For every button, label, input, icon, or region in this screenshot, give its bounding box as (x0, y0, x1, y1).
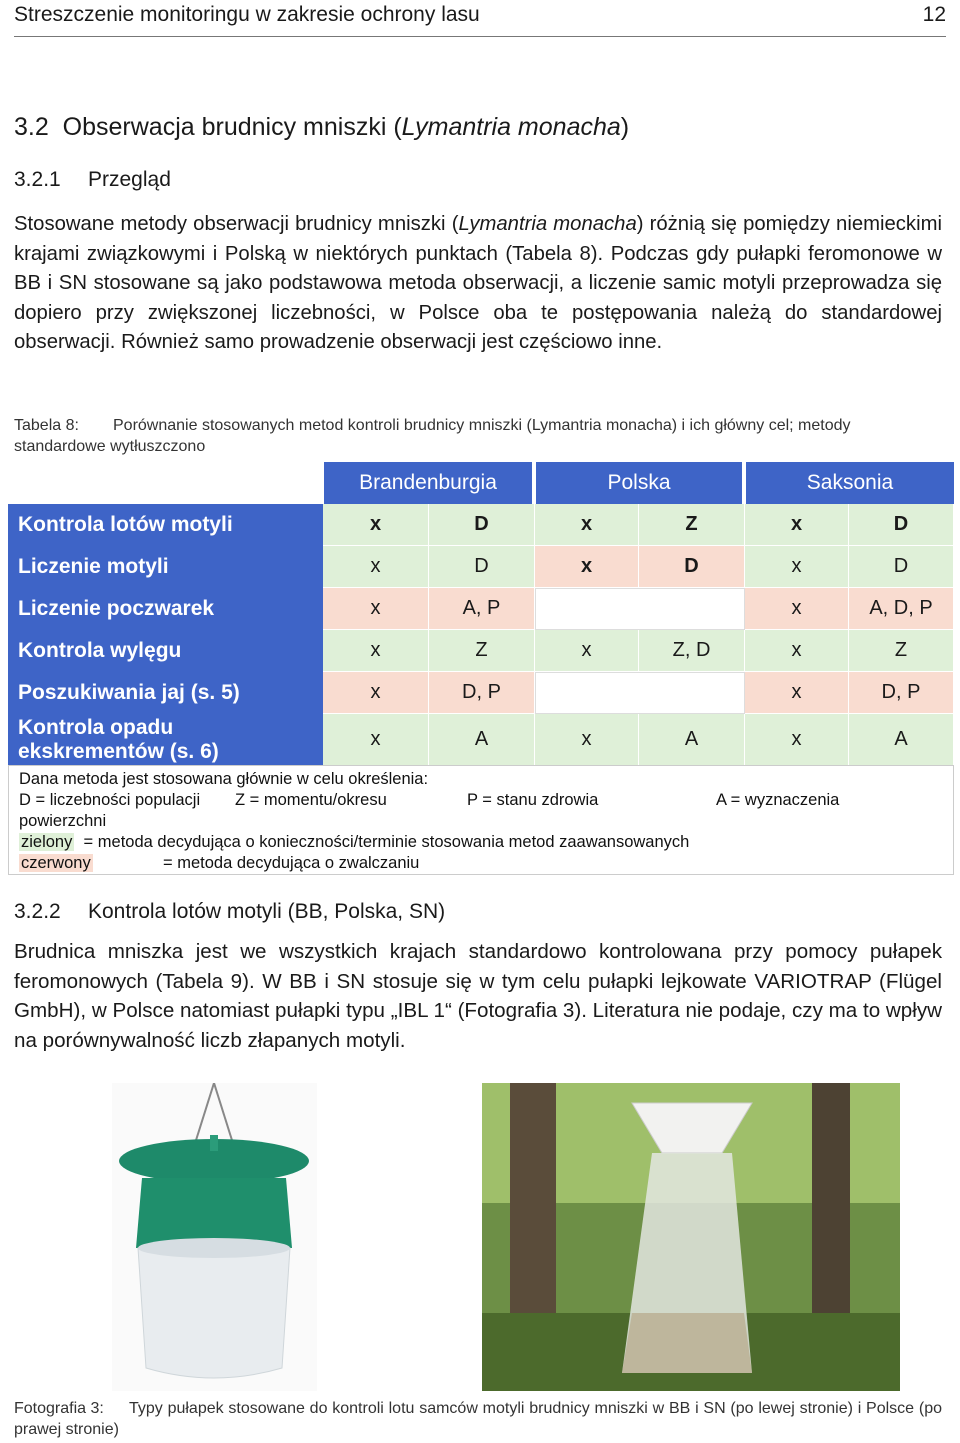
table-header-row (324, 462, 954, 504)
page-header (14, 0, 946, 37)
cell: x (535, 630, 639, 672)
cell: D (849, 504, 954, 546)
row-label: Liczenie poczwarek (8, 588, 323, 630)
table-caption-label: Tabela 8: (14, 417, 79, 434)
cell: D (849, 546, 954, 588)
section-title-species: Lymantria monacha (401, 113, 621, 141)
cell: Z (429, 630, 535, 672)
header-brandenburgia: Brandenburgia (324, 462, 532, 504)
table-row (8, 672, 954, 714)
table-row (8, 630, 954, 672)
cell: D (429, 546, 535, 588)
table-legend (8, 765, 954, 875)
legend-z: Z = momentu/okresu (235, 791, 387, 809)
cell: A (849, 714, 954, 766)
row-label: Liczenie motyli (8, 546, 323, 588)
legend-red-def: = metoda decydująca o zwalczaniu (163, 854, 420, 872)
photo-caption-label: Fotografia 3: (14, 1400, 104, 1417)
legend-p: P = stanu zdrowia (467, 791, 599, 809)
table-row (8, 714, 954, 766)
paragraph-intro-a: Stosowane metody obserwacji brudnicy mniszki ( (14, 213, 459, 235)
paragraph-intro-italic: Lymantria monacha (458, 213, 637, 235)
cell: x (323, 714, 429, 766)
cell: A (639, 714, 745, 766)
cell: A, D, P (849, 588, 954, 630)
legend-a-cont: powierzchni (19, 812, 107, 830)
table-caption-text: Porównanie stosowanych metod kontroli brudnicy mniszki (Lymantria monacha) i ich główny cel; metody standardowe wytłuszczono (14, 417, 851, 455)
cell: x (535, 546, 639, 588)
legend-a: A = wyznaczenia (716, 791, 840, 809)
cell: x (323, 630, 429, 672)
red-swatch: czerwony (21, 854, 91, 872)
paragraph-traps: Brudnica mniszka jest we wszystkich krajach standardowo kontrolowana przy pomocy pułapek feromonowych (Tabela 9). W BB i SN stosuje się w tym celu pułapki lejkowate VARIOTRAP (Flügel GmbH), w Polsce natomiast pułapki typu „IBL 1“ (Fotografia 3). Literatura nie podaje, czy ma to wpływ na porównywalność liczb złapanych motyli. (14, 940, 942, 1052)
variotrap-photo (112, 1083, 317, 1391)
legend-green-def: = metoda decydująca o konieczności/terminie stosowania metod zaawansowanych (83, 833, 690, 851)
row-label: Poszukiwania jaj (s. 5) (8, 672, 323, 714)
cell: x (745, 630, 849, 672)
page-number: 12 (922, 3, 946, 26)
cell: D, P (849, 672, 954, 714)
table-caption (14, 415, 942, 457)
cell: A (429, 714, 535, 766)
cell: x (745, 588, 849, 630)
paragraph-intro-b: ) różnią się pomiędzy niemieckimi krajami związkowymi i Polską w niektórych punktach (Tabela 8). Podczas gdy pułapki feromonowe w BB i SN stosowane są jako podstawowa metoda obserwacji, a liczenie samic motyli przeprowadza się dopiero przy zwiększonej liczebności, w Polsce oba te postępowania należą do standardowej obserwacji. Również samo prowadzenie obserwacji jest częściowo inne. (14, 213, 942, 354)
legend-red (19, 853, 93, 874)
cell: Z (849, 630, 954, 672)
ibl-trap-photo (482, 1083, 900, 1391)
cell: x (535, 504, 639, 546)
green-swatch: zielony (21, 833, 73, 851)
section-title: Obserwacja brudnicy mniszki ( (62, 113, 402, 141)
legend-green (19, 832, 689, 853)
header-title: Streszczenie monitoringu w zakresie ochrony lasu (14, 3, 480, 26)
cell: A, P (429, 588, 535, 630)
subsection-2-title: Kontrola lotów motyli (BB, Polska, SN) (88, 900, 446, 923)
row-label: Kontrola lotów motyli (8, 504, 323, 546)
header-saksonia: Saksonia (746, 462, 954, 504)
cell: Z (639, 504, 745, 546)
funnel-trap-image (112, 1083, 317, 1391)
cell: x (745, 546, 849, 588)
cell: x (745, 672, 849, 714)
row-label: Kontrola wylęgu (8, 630, 323, 672)
cell: x (323, 672, 429, 714)
section-heading (14, 113, 629, 142)
cell: D, P (429, 672, 535, 714)
cell: D (639, 546, 745, 588)
header-polska: Polska (536, 462, 742, 504)
table-row (8, 504, 954, 546)
cell: Z, D (639, 630, 745, 672)
legend-d: D = liczebności populacji (19, 791, 201, 809)
cell-empty (535, 588, 745, 630)
subsection-heading (14, 168, 171, 192)
row-label: Kontrola opadu ekskrementów (s. 6) (8, 714, 323, 766)
subsection-title: Przegląd (88, 168, 171, 191)
cell: D (429, 504, 535, 546)
cell-empty (535, 672, 745, 714)
cell: x (323, 504, 429, 546)
subsection-heading-2 (14, 900, 445, 924)
cell: x (745, 504, 849, 546)
photo-caption-text: Typy pułapek stosowane do kontroli lotu samców motyli brudnicy mniszki w BB i SN (po lewej stronie) i Polsce (po prawej stronie) (14, 1400, 942, 1438)
table-row (8, 546, 954, 588)
cell: x (323, 588, 429, 630)
subsection-2-number: 3.2.2 (14, 900, 61, 923)
section-title-end: ) (620, 113, 630, 141)
subsection-number: 3.2.1 (14, 168, 61, 191)
paragraph-intro (14, 210, 942, 358)
photo-caption (14, 1398, 942, 1440)
table-row (8, 588, 954, 630)
cell: x (323, 546, 429, 588)
cell: x (535, 714, 639, 766)
legend-intro: Dana metoda jest stosowana głównie w celu określenia: (19, 770, 429, 788)
cell: x (745, 714, 849, 766)
section-number: 3.2 (14, 113, 49, 141)
bag-trap-image (482, 1083, 900, 1391)
